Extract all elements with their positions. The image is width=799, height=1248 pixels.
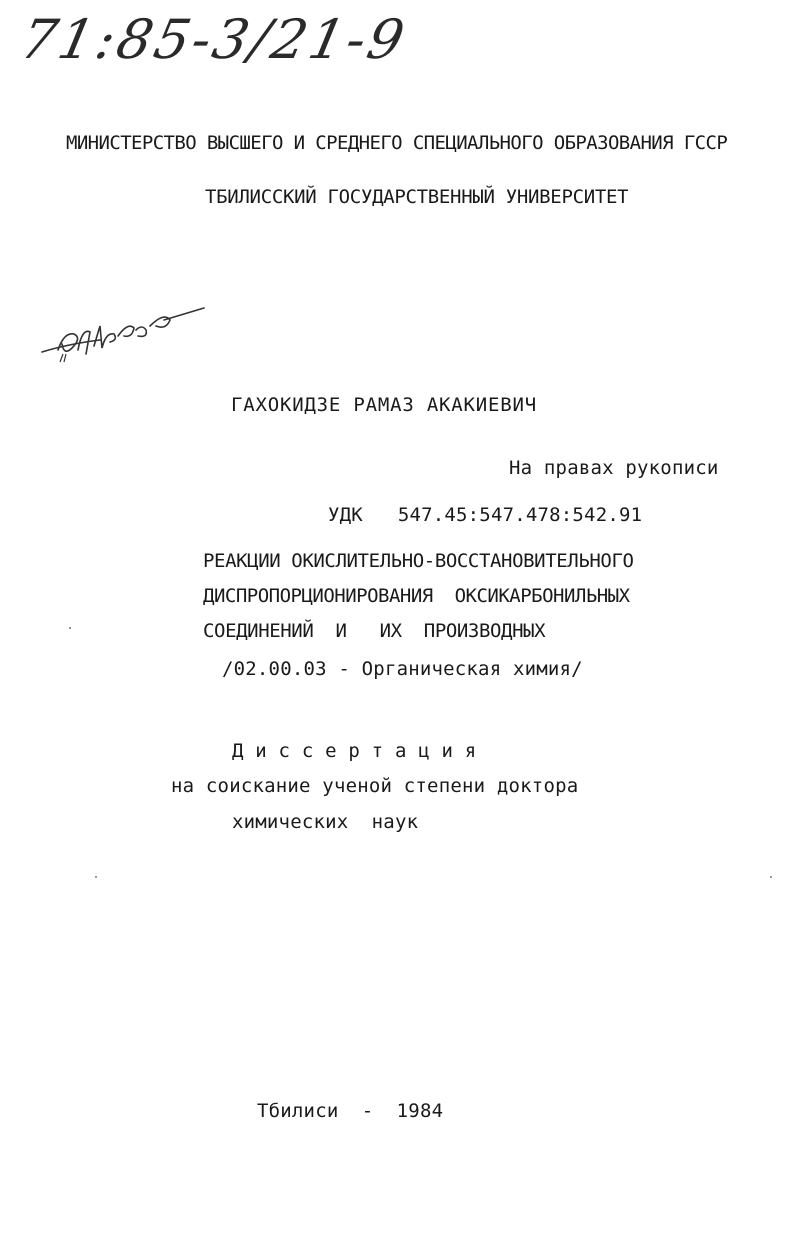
work-type: Д и с с е р т а ц и я — [232, 740, 477, 762]
scan-speck — [770, 876, 772, 878]
scan-speck — [95, 876, 97, 878]
university-heading: ТБИЛИССКИЙ ГОСУДАРСТВЕННЫЙ УНИВЕРСИТЕТ — [205, 186, 629, 208]
city-year: Тбилиси - 1984 — [257, 1100, 444, 1122]
specialty-line: /02.00.03 - Органическая химия/ — [222, 658, 583, 680]
title-line-3: СОЕДИНЕНИЙ И ИХ ПРОИЗВОДНЫХ — [203, 620, 546, 642]
ministry-heading: МИНИСТЕРСТВО ВЫСШЕГО И СРЕДНЕГО СПЕЦИАЛЬНОГО ОБРАЗОВАНИЯ ГССР — [66, 132, 728, 154]
scan-speck — [69, 627, 71, 629]
archive-number: 71:85-3/21-9 — [15, 8, 413, 71]
title-line-2: ДИСПРОПОРЦИОНИРОВАНИЯ ОКСИКАРБОНИЛЬНЫХ — [203, 585, 630, 607]
signature — [38, 300, 208, 370]
title-line-1: РЕАКЦИИ ОКИСЛИТЕЛЬНО-ВОССТАНОВИТЕЛЬНОГО — [203, 550, 634, 572]
udc-code: УДК 547.45:547.478:542.91 — [328, 504, 643, 526]
degree-line-2: химических наук — [232, 811, 419, 833]
author-name: ГАХОКИДЗЕ РАМАЗ АКАКИЕВИЧ — [231, 394, 537, 416]
manuscript-note: На правах рукописи — [509, 457, 719, 479]
degree-line-1: на соискание ученой степени доктора — [171, 775, 579, 797]
